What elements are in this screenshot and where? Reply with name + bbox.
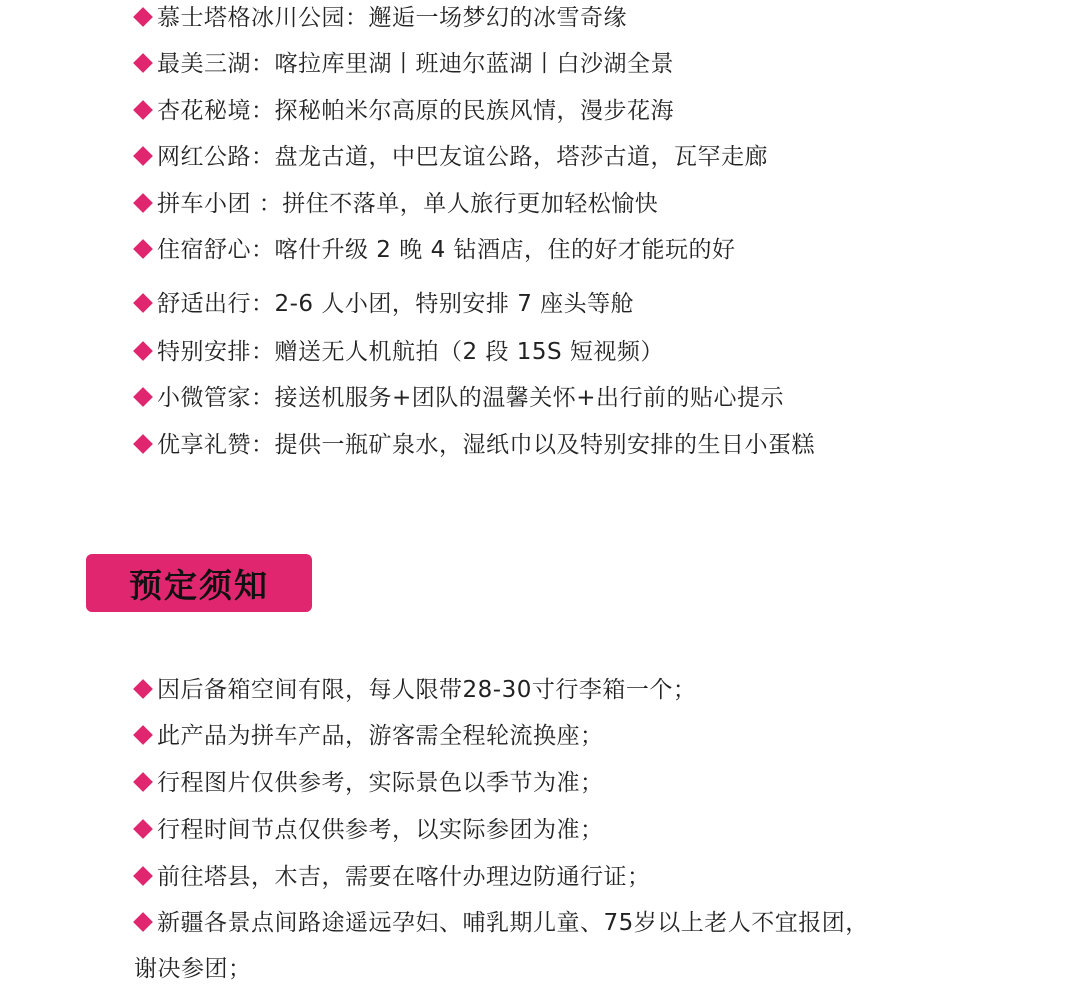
diamond-bullet-icon: [133, 53, 153, 73]
highlight-item: [130, 287, 634, 321]
highlight-item: [130, 1, 627, 35]
highlight-item: [130, 47, 674, 81]
note-text: 因后备箱空间有限，每人限带28-30寸行李箱一个；: [157, 677, 697, 703]
highlight-text: 小微管家：接送机服务+团队的温馨关怀+出行前的贴心提示: [157, 385, 785, 411]
highlight-text: 特别安排：赠送无人机航拍（2 段 15S 短视频）: [157, 339, 664, 365]
diamond-bullet-icon: [133, 293, 153, 313]
highlight-text: 舒适出行：2-6 人小团，特别安排 7 座头等舱: [157, 291, 635, 317]
diamond-bullet-icon: [133, 912, 153, 932]
diamond-bullet-icon: [133, 7, 153, 27]
highlight-text: 最美三湖：喀拉库里湖丨班迪尔蓝湖丨白沙湖全景: [157, 51, 674, 77]
note-text: 行程图片仅供参考，实际景色以季节为准；: [157, 770, 604, 796]
highlight-item: [130, 428, 815, 462]
highlight-text: 杏花秘境：探秘帕米尔高原的民族风情，漫步花海: [157, 98, 674, 124]
section-title: 预定须知: [129, 565, 269, 605]
note-text: 此产品为拼车产品，游客需全程轮流换座；: [157, 723, 604, 749]
diamond-bullet-icon: [133, 341, 153, 361]
diamond-bullet-icon: [133, 819, 153, 839]
note-text: 新疆各景点间路途遥远孕妇、哺乳期儿童、75岁以上老人不宜报团，: [157, 910, 869, 936]
highlight-item: [130, 335, 664, 369]
diamond-bullet-icon: [133, 772, 153, 792]
diamond-bullet-icon: [133, 100, 153, 120]
note-item: [130, 673, 696, 707]
diamond-bullet-icon: [133, 239, 153, 259]
diamond-bullet-icon: [133, 193, 153, 213]
note-item: [130, 766, 604, 800]
note-text: 行程时间节点仅供参考，以实际参团为准；: [157, 817, 604, 843]
diamond-bullet-icon: [133, 725, 153, 745]
diamond-bullet-icon: [133, 387, 153, 407]
highlight-text: 拼车小团 ：拼住不落单，单人旅行更加轻松愉快: [157, 191, 659, 217]
note-item: [130, 719, 604, 753]
diamond-bullet-icon: [133, 679, 153, 699]
note-item: [130, 906, 869, 940]
highlight-item: [130, 94, 674, 128]
diamond-bullet-icon: [133, 434, 153, 454]
highlight-item: [130, 381, 784, 415]
section-title-badge: [86, 554, 312, 612]
highlight-item: [130, 140, 768, 174]
highlight-item: [130, 233, 736, 267]
note-item: [130, 813, 604, 847]
note-item: [130, 860, 651, 894]
note-text: 谢决参团；: [134, 956, 252, 982]
highlight-text: 慕士塔格冰川公园：邂逅一场梦幻的冰雪奇缘: [157, 5, 627, 31]
note-text: 前往塔县，木吉，需要在喀什办理边防通行证；: [157, 864, 651, 890]
highlight-text: 网红公路：盘龙古道，中巴友谊公路，塔莎古道，瓦罕走廊: [157, 144, 768, 170]
highlight-text: 优享礼赞：提供一瓶矿泉水，湿纸巾以及特别安排的生日小蛋糕: [157, 432, 815, 458]
diamond-bullet-icon: [133, 146, 153, 166]
diamond-bullet-icon: [133, 866, 153, 886]
highlight-item: [130, 187, 658, 221]
highlight-text: 住宿舒心：喀什升级 2 晚 4 钻酒店，住的好才能玩的好: [157, 237, 736, 263]
